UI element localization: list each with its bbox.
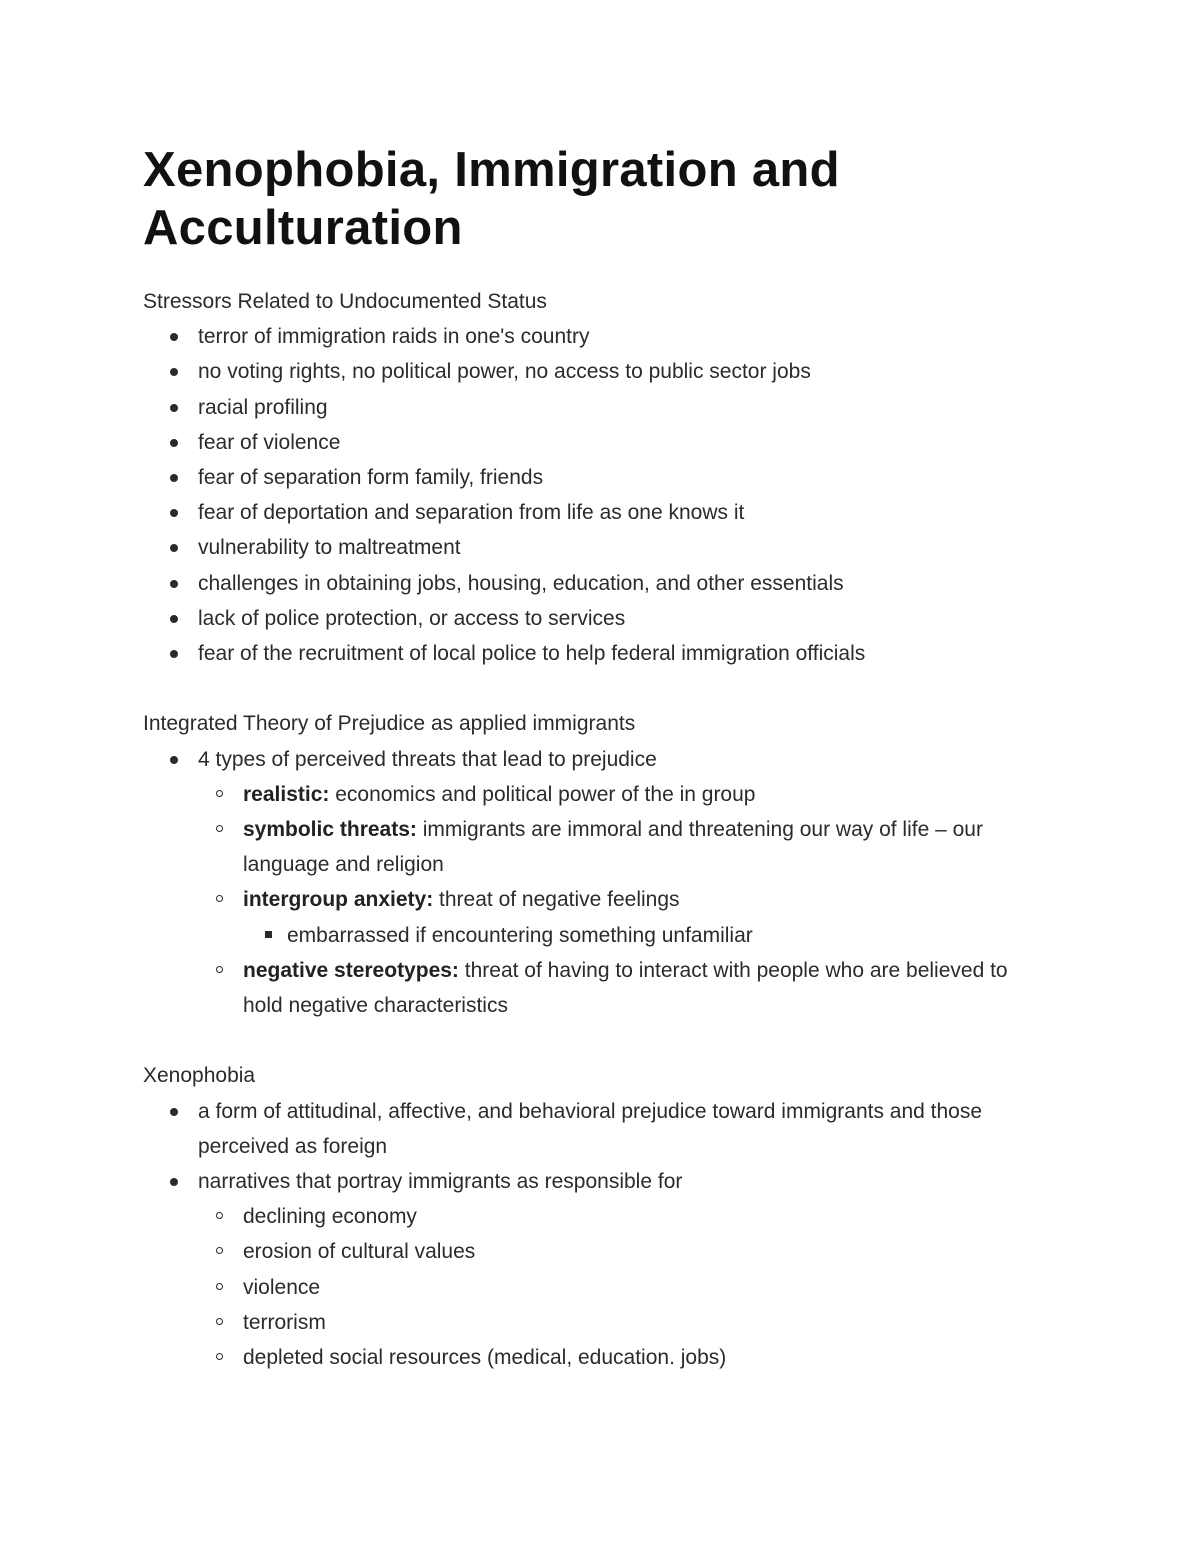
section-xenophobia [143, 1058, 1038, 1375]
term: realistic: [243, 782, 330, 806]
list-item: fear of violence [143, 425, 1038, 460]
list-item [143, 1164, 1038, 1375]
sub-list-item: depleted social resources (medical, education. jobs) [243, 1340, 1038, 1375]
sub-list-item: declining economy [243, 1199, 1038, 1234]
term: negative stereotypes: [243, 958, 459, 982]
list-item: terror of immigration raids in one's country [143, 319, 1038, 354]
list-item: fear of deportation and separation from life as one knows it [143, 495, 1038, 530]
section-heading: Integrated Theory of Prejudice as applied immigrants [143, 712, 636, 736]
definition: threat of having to interact with people who are believed to hold negative characteristics [243, 958, 1008, 1018]
list-item: fear of the recruitment of local police to help federal immigration officials [143, 636, 1038, 671]
list-item: a form of attitudinal, affective, and behavioral prejudice toward immigrants and those perceived as foreign [143, 1094, 1038, 1164]
sub-list-item: erosion of cultural values [243, 1234, 1038, 1269]
bullet-list [143, 319, 1038, 671]
section-stressors [143, 284, 1038, 671]
definition: economics and political power of the in group [329, 782, 756, 806]
term: intergroup anxiety: [243, 888, 434, 912]
section-heading: Stressors Related to Undocumented Status [143, 290, 547, 313]
sub-list-item [243, 777, 1038, 812]
section-heading: Xenophobia [143, 1064, 256, 1088]
list-item: challenges in obtaining jobs, housing, education, and other essentials [143, 566, 1038, 601]
bullet-list [143, 742, 1038, 1024]
sub-list-item [243, 812, 1038, 882]
sub-list-item: terrorism [243, 1305, 1038, 1340]
list-item: lack of police protection, or access to services [143, 601, 1038, 636]
sub-list-item: violence [243, 1270, 1038, 1305]
sub-list-item [243, 882, 1038, 952]
term: symbolic threats: [243, 818, 417, 842]
sub-bullet-list [143, 777, 1038, 1023]
definition: threat of negative feelings [433, 888, 680, 912]
sub-list-item [243, 953, 1038, 1023]
section-integrated-theory [143, 706, 1038, 1023]
list-item-text: narratives that portray immigrants as responsible for [198, 1170, 683, 1194]
page-title: Xenophobia, Immigration and Acculturation [143, 143, 840, 255]
list-item-text: 4 types of perceived threats that lead to prejudice [198, 747, 657, 771]
list-item: no voting rights, no political power, no access to public sector jobs [143, 354, 1038, 389]
definition: immigrants are immoral and threatening our way of life – our language and religion [243, 818, 983, 877]
sub-sub-bullet-list [287, 918, 1038, 953]
sub-sub-list-item: embarrassed if encountering something unfamiliar [287, 918, 1038, 953]
sub-bullet-list [143, 1199, 1038, 1375]
list-item [143, 742, 1038, 1024]
list-item: fear of separation form family, friends [143, 460, 1038, 495]
list-item: racial profiling [143, 390, 1038, 425]
document-page [143, 141, 1038, 1375]
list-item: vulnerability to maltreatment [143, 530, 1038, 565]
bullet-list [143, 1094, 1038, 1376]
